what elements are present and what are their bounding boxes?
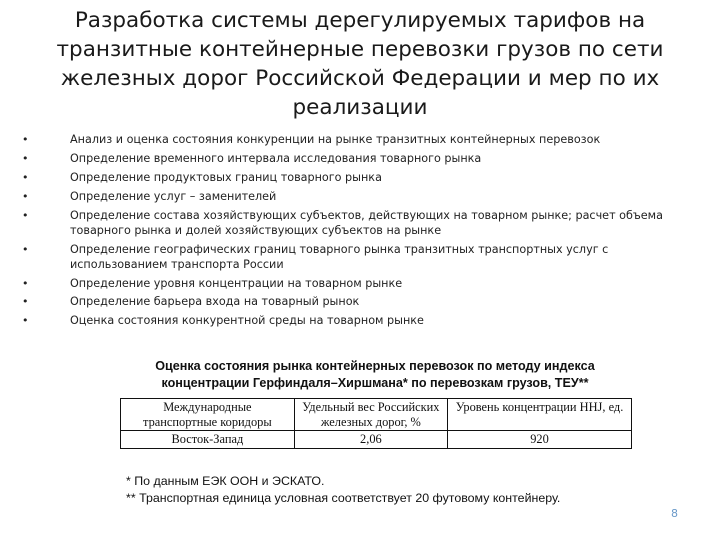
bullet-icon: • bbox=[22, 276, 29, 290]
cell-share: 2,06 bbox=[294, 431, 447, 449]
table-heading: Оценка состояния рынка контейнерных перевозок по методу индекса концентрации Герфиндаля–Хиршмана* по перевозкам грузов, ТЕУ** bbox=[155, 359, 595, 390]
bullet-icon: • bbox=[22, 295, 29, 309]
table-row bbox=[121, 431, 632, 449]
bullet-text: Анализ и оценка состояния конкуренции на рынке транзитных контейнерных перевозок bbox=[70, 133, 601, 146]
bullet-icon: • bbox=[22, 151, 29, 165]
bullet-text: Определение состава хозяйствующих субъектов, действующих на товарном рынке; расчет объема товарного рынка и долей хозяйствующих субъектов на рынке bbox=[70, 208, 663, 237]
bullet-icon: • bbox=[22, 208, 29, 222]
column-header-share: Удельный вес Российских железных дорог, % bbox=[294, 399, 447, 431]
list-item bbox=[22, 171, 672, 186]
slide-title: Разработка системы дерегулируемых тарифов на транзитные контейнерные перевозки грузов по сети железных дорог Российской Федерации и мер по их реализации bbox=[56, 8, 664, 120]
bullet-icon: • bbox=[22, 133, 29, 146]
column-header-hhi: Уровень концентрации HHJ, ед. bbox=[448, 399, 632, 431]
bullet-text: Определение услуг – заменителей bbox=[70, 189, 277, 203]
bullet-text: Определение барьера входа на товарный рынок bbox=[70, 295, 360, 309]
footnote-source: * По данным ЕЭК ООН и ЭСКАТО. bbox=[126, 474, 325, 488]
bullet-text: Определение географических границ товарного рынка транзитных транспортных услуг с использованием транспорта России bbox=[70, 242, 609, 271]
list-item bbox=[22, 133, 672, 148]
table-header-row bbox=[121, 399, 632, 431]
page-number: 8 bbox=[671, 507, 678, 520]
list-item bbox=[22, 243, 672, 273]
column-header-corridors: Международные транспортные коридоры bbox=[121, 399, 295, 431]
bullet-text: Определение уровня концентрации на товарном рынке bbox=[70, 276, 403, 290]
list-item bbox=[22, 190, 672, 205]
hhi-table bbox=[120, 398, 632, 449]
bullet-list bbox=[22, 133, 672, 333]
bullet-icon: • bbox=[22, 314, 29, 328]
bullet-icon: • bbox=[22, 170, 29, 184]
list-item bbox=[22, 152, 672, 167]
bullet-icon: • bbox=[22, 242, 29, 256]
list-item bbox=[22, 295, 672, 310]
bullet-text: Определение продуктовых границ товарного рынка bbox=[70, 170, 382, 184]
footnotes bbox=[126, 473, 686, 507]
bullet-text: Оценка состояния конкурентной среды на товарном рынке bbox=[70, 314, 424, 328]
cell-hhi: 920 bbox=[448, 431, 632, 449]
list-item bbox=[22, 314, 672, 329]
bullet-text: Определение временного интервала исследования товарного рынка bbox=[70, 151, 482, 165]
list-item bbox=[22, 209, 672, 239]
list-item bbox=[22, 277, 672, 292]
bullet-icon: • bbox=[22, 189, 29, 203]
footnote-teu: ** Транспортная единица условная соответствует 20 футовому контейнеру. bbox=[126, 491, 561, 505]
cell-corridor: Восток-Запад bbox=[121, 431, 295, 449]
